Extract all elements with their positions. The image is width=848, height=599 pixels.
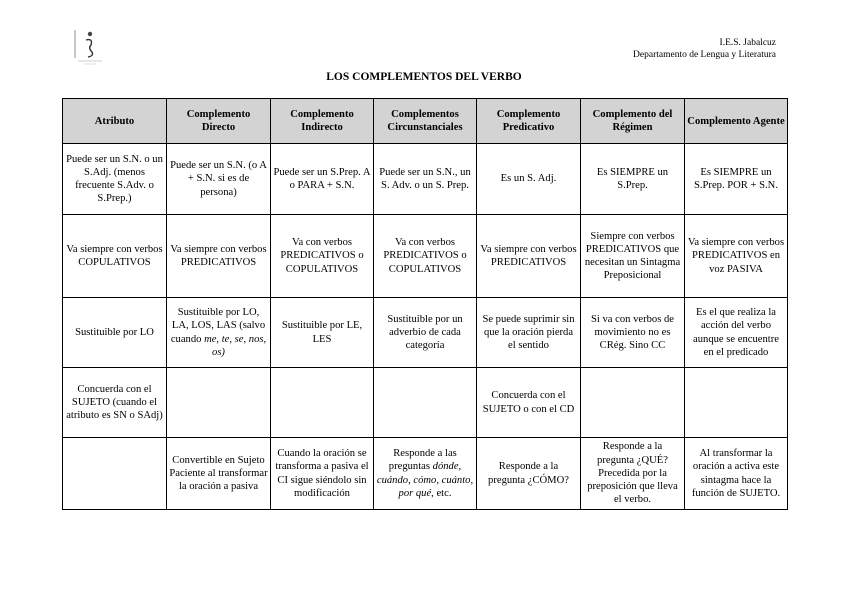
table-cell: Sustituible por LO — [63, 298, 167, 368]
table-row — [63, 144, 788, 215]
table-row — [63, 215, 788, 298]
table-cell — [374, 368, 477, 438]
table-cell: Concuerda con el SUJETO o con el CD — [477, 368, 581, 438]
col-header-agente: Complemento Agente — [685, 99, 788, 144]
table-cell: Es SIEMPRE un S.Prep. — [581, 144, 685, 215]
table-cell: Si va con verbos de movimiento no es CRég. Sino CC — [581, 298, 685, 368]
table-cell: Puede ser un S.Prep. A o PARA + S.N. — [271, 144, 374, 215]
table-cell: Siempre con verbos PREDICATIVOS que necesitan un Sintagma Preposicional — [581, 215, 685, 298]
table-row — [63, 368, 788, 438]
italic-pronouns: me, te, se, nos, os) — [204, 333, 267, 358]
table-cell: Va siempre con verbos PREDICATIVOS — [477, 215, 581, 298]
table-cell: Es un S. Adj. — [477, 144, 581, 215]
table-cell — [685, 368, 788, 438]
table-cell — [374, 438, 477, 510]
table-cell: Va siempre con verbos COPULATIVOS — [63, 215, 167, 298]
table-cell: Va con verbos PREDICATIVOS o COPULATIVOS — [374, 215, 477, 298]
page-title: LOS COMPLEMENTOS DEL VERBO — [326, 71, 522, 83]
table-row — [63, 298, 788, 368]
col-header-circunstanciales: Complementos Circunstanciales — [374, 99, 477, 144]
table-cell: Va con verbos PREDICATIVOS o COPULATIVOS — [271, 215, 374, 298]
table-cell: Puede ser un S.N., un S. Adv. o un S. Prep. — [374, 144, 477, 215]
table-cell: Responde a la pregunta ¿CÓMO? — [477, 438, 581, 510]
table-cell — [63, 438, 167, 510]
table-cell: Responde a la pregunta ¿QUÉ? Precedida por la preposición que lleva el verbo. — [581, 438, 685, 510]
school-logo — [74, 28, 104, 66]
table-cell — [271, 368, 374, 438]
school-name: I.E.S. Jabalcuz — [719, 38, 776, 48]
table-header-row — [63, 99, 788, 144]
table-cell: Concuerda con el SUJETO (cuando el atributo es SN o SAdj) — [63, 368, 167, 438]
table-cell: Va siempre con verbos PREDICATIVOS — [167, 215, 271, 298]
col-header-atributo: Atributo — [63, 99, 167, 144]
table-cell: Cuando la oración se transforma a pasiva el CI sigue siéndolo sin modificación — [271, 438, 374, 510]
department-name: Departamento de Lengua y Literatura — [633, 50, 776, 60]
col-header-directo: Complemento Directo — [167, 99, 271, 144]
table-cell: Sustituible por un adverbio de cada categoría — [374, 298, 477, 368]
table-cell: Se puede suprimir sin que la oración pierda el sentido — [477, 298, 581, 368]
table-cell: Puede ser un S.N. (o A + S.N. si es de persona) — [167, 144, 271, 215]
table-cell: Puede ser un S.N. o un S.Adj. (menos frecuente S.Adv. o S.Prep.) — [63, 144, 167, 215]
cell-text-etc: etc. — [436, 487, 452, 499]
col-header-regimen: Complemento del Régimen — [581, 99, 685, 144]
col-header-indirecto: Complemento Indirecto — [271, 99, 374, 144]
table-cell — [167, 368, 271, 438]
cell-text: Sustituible por LO, LA, LOS, LAS (salvo cuando — [170, 307, 266, 345]
table-cell: Es SIEMPRE un S.Prep. POR + S.N. — [685, 144, 788, 215]
institution-header — [633, 37, 776, 61]
table-cell: Va siempre con verbos PREDICATIVOS en voz PASIVA — [685, 215, 788, 298]
table-cell — [167, 298, 271, 368]
cell-text: Responde a las preguntas — [388, 448, 457, 473]
col-header-predicativo: Complemento Predicativo — [477, 99, 581, 144]
italic-questions: dónde, cuándo, cómo, cuánto, por qué, — [376, 461, 474, 499]
complements-table — [62, 98, 788, 510]
table-cell: Convertible en Sujeto Paciente al transformar la oración a pasiva — [167, 438, 271, 510]
table-row — [63, 438, 788, 510]
table-cell — [581, 368, 685, 438]
table-cell: Sustituible por LE, LES — [271, 298, 374, 368]
table-cell: Al transformar la oración a activa este sintagma hace la función de SUJETO. — [685, 438, 788, 510]
table-cell: Es el que realiza la acción del verbo aunque se encuentre en el predicado — [685, 298, 788, 368]
